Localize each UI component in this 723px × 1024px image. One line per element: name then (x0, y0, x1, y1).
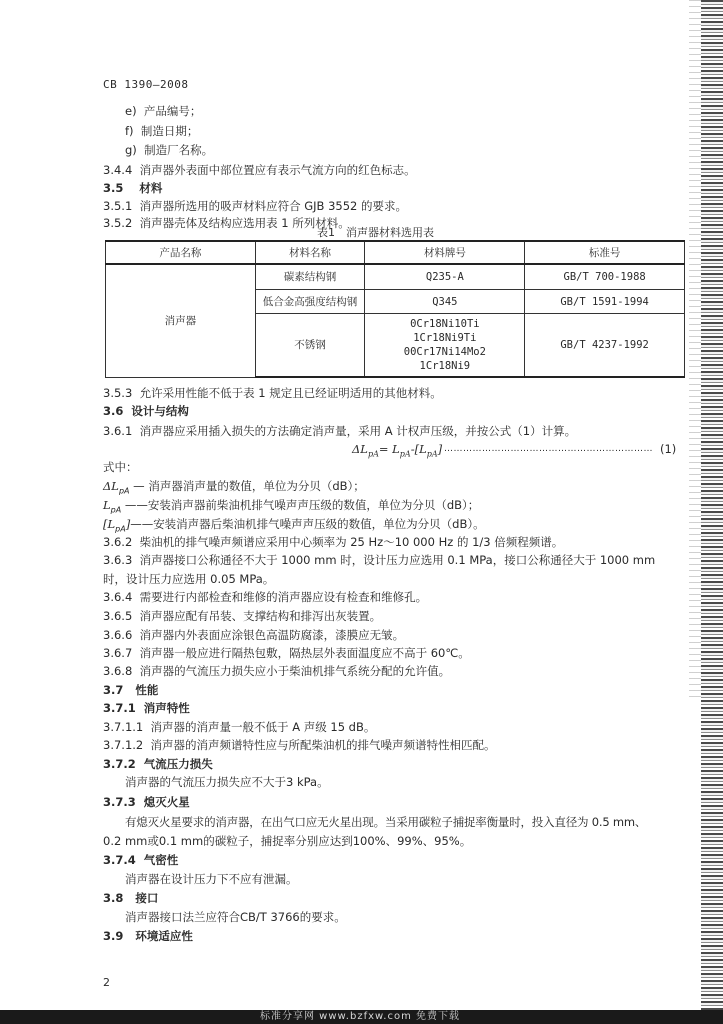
materials-table (105, 240, 685, 378)
clause-3-7-4-heading: 3.7.4 气密性 (103, 853, 179, 867)
formula-dot-leader: ………………………………………………………… (444, 444, 653, 454)
clause-3-7-2-text: 消声器的气流压力损失应不大于3 kPa。 (125, 775, 329, 789)
material-cell: 不锈钢 (255, 314, 365, 378)
list-item-g: g) 制造厂名称。 (125, 143, 214, 157)
grade-cell-multi (365, 314, 525, 378)
clause-3-7-3-text: 有熄灭火星要求的消声器，在出气口应无火星出现。当采用碳粒子捕捉率衡量时，投入直径为 0.5 mm、 (125, 815, 647, 829)
clause-3-7-3-text-continued: 0.2 mm或0.1 mm的碳粒子，捕捉率分别应达到100%、99%、95%。 (103, 834, 472, 848)
clause-3-6-6: 3.6.6 消声器内外表面应涂银色高温防腐漆，漆膜应无皱。 (103, 628, 405, 642)
footer-band (0, 1010, 723, 1024)
table-caption: 表1 消声器材料选用表 (317, 226, 434, 239)
standard-cell: GB/T 700-1988 (525, 264, 685, 290)
clause-3-7-2-heading: 3.7.2 气流压力损失 (103, 757, 213, 771)
table-header-row (106, 241, 685, 264)
clause-3-6-1: 3.6.1 消声器应采用插入损失的方法确定消声量，采用 A 计权声压级，并按公式（1）计算。 (103, 424, 577, 438)
standard-cell: GB/T 1591-1994 (525, 290, 685, 314)
clause-3-6-3-continued: 时，设计压力应选用 0.05 MPa。 (103, 572, 275, 586)
definition-3: $[L_{pA}]——$安装消声器后柴油机排气噪声声压级的数值，单位为分贝（dB）。 (103, 517, 485, 534)
clause-3-6-4: 3.6.4 需要进行内部检查和维修的消声器应设有检查和维修孔。 (103, 590, 428, 604)
header-material: 材料名称 (255, 241, 365, 264)
clause-3-4-4: 3.4.4 消声器外表面中部位置应有表示气流方向的红色标志。 (103, 163, 416, 177)
grade-line: 1Cr18Ni9 (419, 360, 471, 372)
product-cell: 消声器 (106, 264, 256, 377)
clause-3-9-heading: 3.9 环境适应性 (103, 929, 193, 943)
grade-line: 0Cr18Ni10Ti (410, 318, 480, 330)
clause-3-8-heading: 3.8 接口 (103, 891, 159, 905)
list-item-f: f) 制造日期； (125, 124, 199, 138)
footer-watermark: 标准分享网 www.bzfxw.com 免费下载 (260, 1011, 460, 1022)
clause-3-7-1-2: 3.7.1.2 消声器的消声频谱特性应与所配柴油机的排气噪声频谱特性相匹配。 (103, 738, 496, 752)
table-row (106, 264, 685, 290)
clause-3-7-1-heading: 3.7.1 消声特性 (103, 701, 190, 715)
clause-3-7-1-1: 3.7.1.1 消声器的消声量一般不低于 A 声级 15 dB。 (103, 720, 376, 734)
clause-3-6-8: 3.6.8 消声器的气流压力损失应小于柴油机排气系统分配的允许值。 (103, 664, 451, 678)
scan-artifact-inner (689, 0, 701, 700)
where-label: 式中： (103, 460, 138, 474)
material-cell: 碳素结构钢 (255, 264, 365, 290)
list-item-e: e) 产品编号； (125, 104, 202, 118)
clause-3-5-heading: 3.5 材料 (103, 181, 163, 195)
scan-artifact-edge (701, 0, 723, 1024)
grade-line: 1Cr18Ni9Ti (413, 332, 477, 344)
formula-1: $\Delta L_{pA}= L_{pA}-[L_{pA}]$ (352, 442, 443, 459)
clause-3-6-7: 3.6.7 消声器一般应进行隔热包敷，隔热层外表面温度应不高于 60℃。 (103, 646, 470, 660)
clause-3-5-1: 3.5.1 消声器所选用的吸声材料应符合 GJB 3552 的要求。 (103, 199, 408, 213)
equation-number: (1) (660, 442, 677, 456)
clause-3-6-5: 3.6.5 消声器应配有吊装、支撑结构和排泻出灰装置。 (103, 609, 382, 623)
definition-2: $L_{pA}$ ——安装消声器前柴油机排气噪声声压级的数值，单位为分贝（dB）； (103, 498, 480, 515)
header-product: 产品名称 (106, 241, 256, 264)
clause-3-6-2: 3.6.2 柴油机的排气噪声频谱应采用中心频率为 25 Hz～10 000 Hz 的 1/3 倍频程频谱。 (103, 535, 564, 549)
material-cell: 低合金高强度结构钢 (255, 290, 365, 314)
grade-cell: Q235-A (365, 264, 525, 290)
definition-1: $\Delta L_{pA}$ — 消声器消声量的数值，单位为分贝（dB）； (103, 479, 365, 496)
clause-3-7-heading: 3.7 性能 (103, 683, 159, 697)
grade-line: 00Cr17Ni14Mo2 (403, 346, 486, 358)
clause-3-5-2: 3.5.2 消声器壳体及结构应选用表 1 所列材料。 (103, 216, 350, 230)
grade-cell: Q345 (365, 290, 525, 314)
header-grade: 材料牌号 (365, 241, 525, 264)
clause-3-7-4-text: 消声器在设计压力下不应有泄漏。 (125, 872, 298, 886)
header-standard: 标准号 (525, 241, 685, 264)
clause-3-7-3-heading: 3.7.3 熄灭火星 (103, 795, 190, 809)
clause-3-5-3: 3.5.3 允许采用性能不低于表 1 规定且已经证明适用的其他材料。 (103, 386, 442, 400)
clause-3-6-heading: 3.6 设计与结构 (103, 404, 189, 418)
page-number: 2 (103, 976, 110, 989)
clause-3-6-3: 3.6.3 消声器接口公称通径不大于 1000 mm 时，设计压力应选用 0.1 MPa，接口公称通径大于 1000 mm (103, 553, 656, 567)
standard-cell: GB/T 4237-1992 (525, 314, 685, 378)
document-code: CB 1390—2008 (103, 78, 189, 91)
clause-3-8-text: 消声器接口法兰应符合CB/T 3766的要求。 (125, 910, 346, 924)
